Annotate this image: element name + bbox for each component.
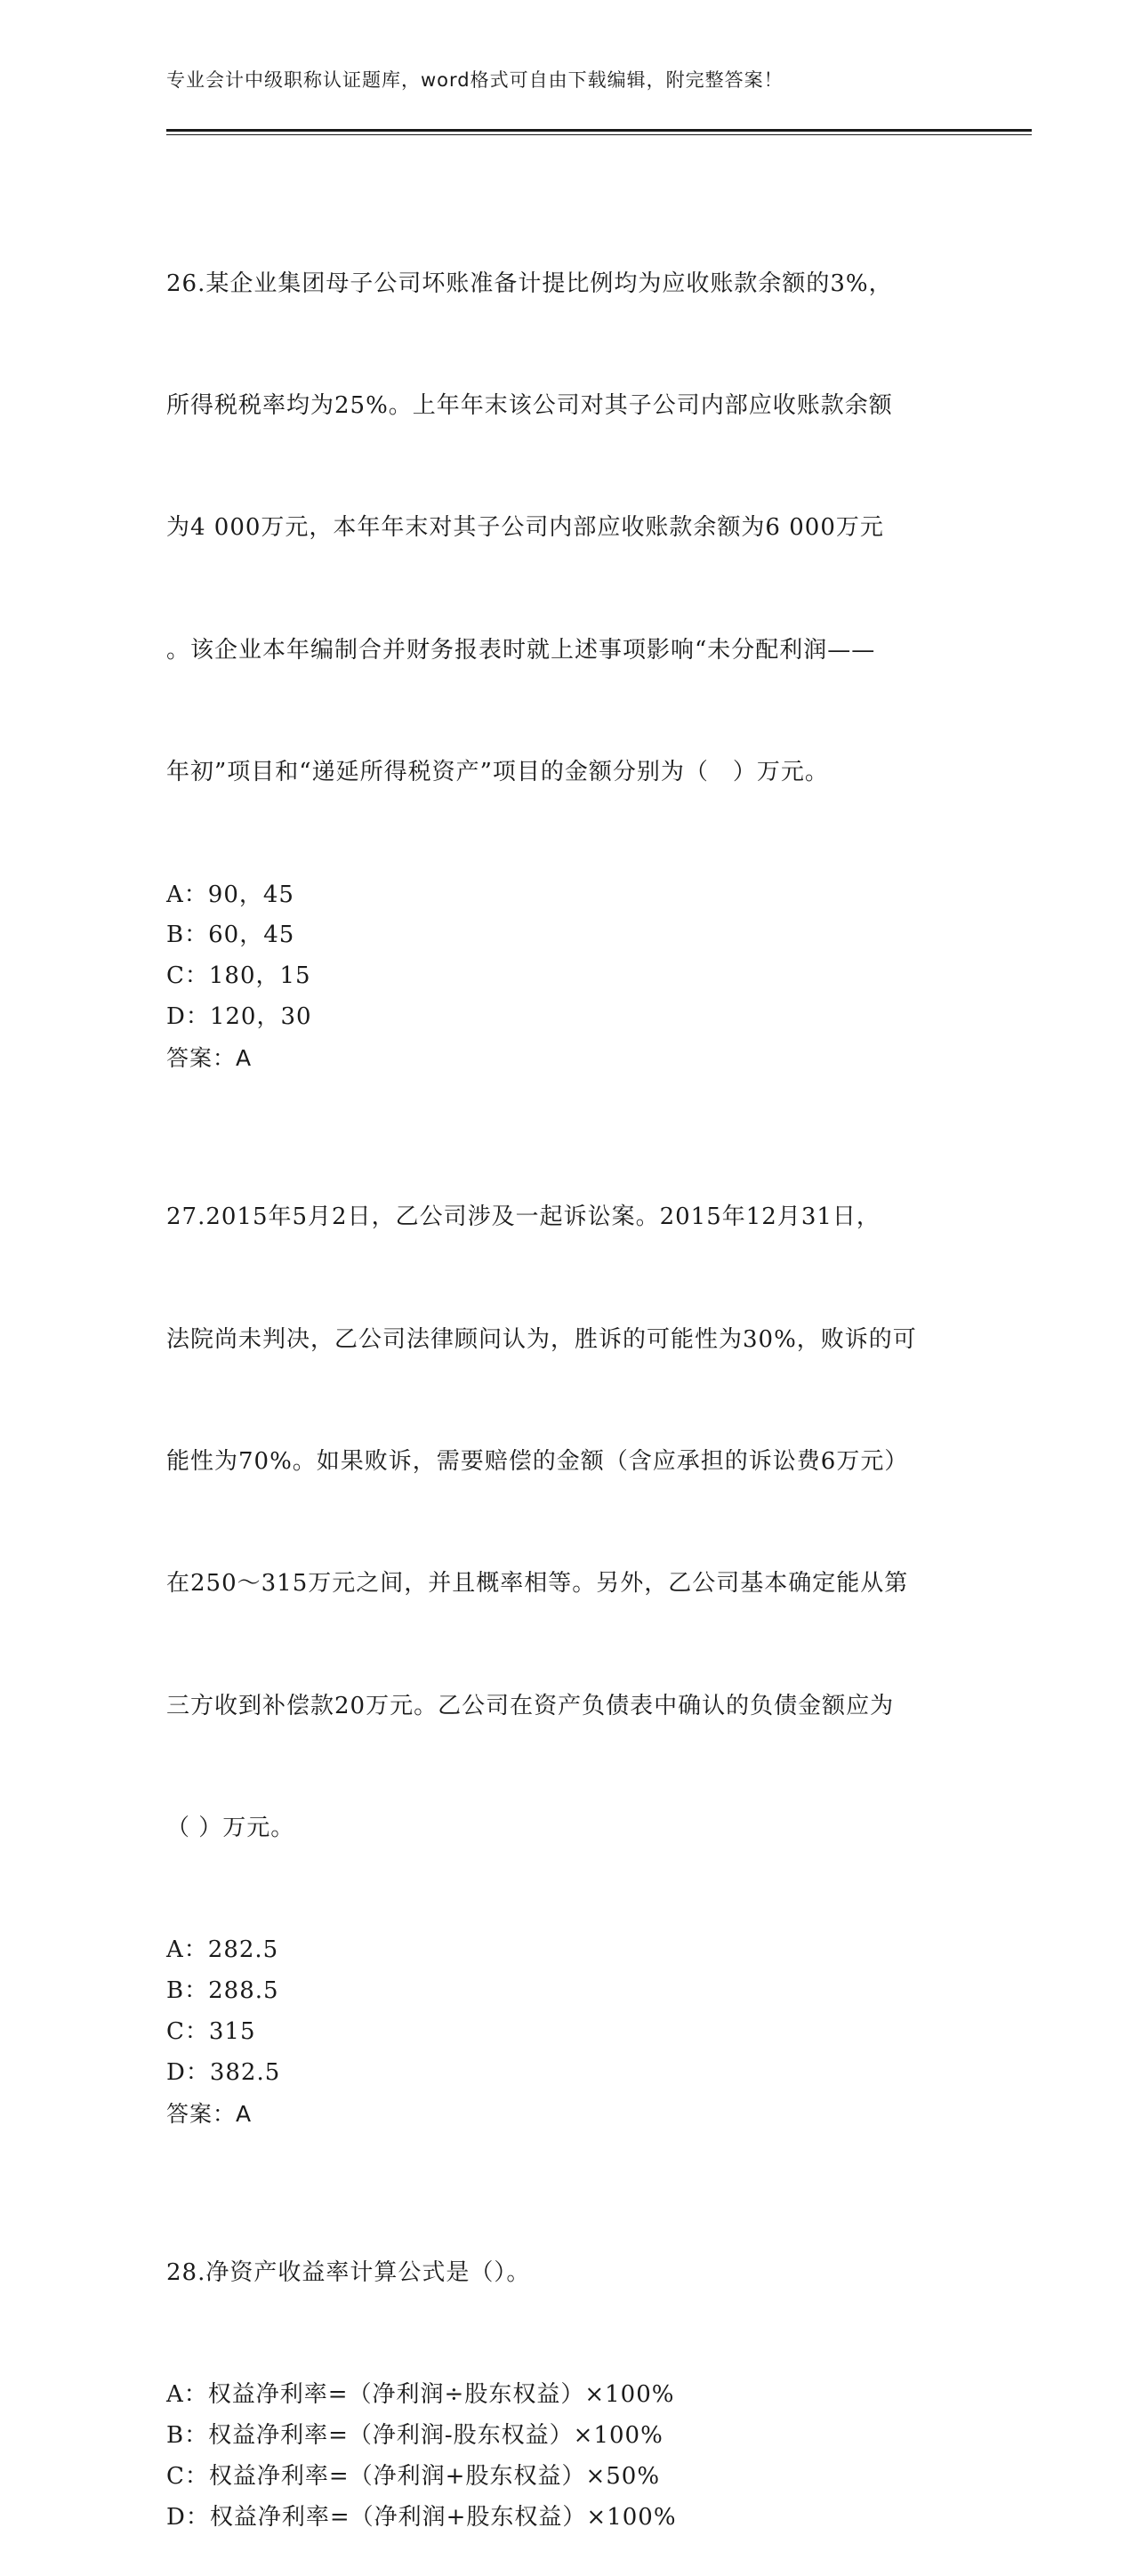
stem-line: 在250～315万元之间，并且概率相等。另外，乙公司基本确定能从第: [166, 1570, 909, 1598]
document-header: 专业会计中级职称认证题库，word格式可自由下载编辑，附完整答案！: [166, 69, 784, 91]
stem-line: 三方收到补偿款20万元。乙公司在资产负债表中确认的负债金额应为: [166, 1692, 895, 1719]
stem-line: 为4 000万元，本年年末对其子公司内部应收账款余额为6 000万元: [166, 514, 884, 542]
stem-line: （ ）万元。: [166, 1815, 295, 1842]
question-27: [166, 1116, 967, 2135]
option-c: C：180，15: [166, 962, 311, 990]
question-stem: [166, 182, 967, 875]
option-b: B：60，45: [166, 922, 295, 949]
option-c: C：315: [166, 2018, 256, 2046]
answer-label: 答案：A: [166, 1044, 253, 1071]
option-a: A：90，45: [166, 881, 294, 908]
question-stem: [166, 2171, 967, 2375]
option-d: D：权益净利率=（净利润+股东权益）×100%: [166, 2503, 677, 2531]
header-divider-thick: [166, 129, 1032, 132]
question-list: [166, 182, 967, 2576]
stem-line: 26.某企业集团母子公司坏账准备计提比例均为应收账款余额的3%，: [166, 270, 893, 297]
option-c: C：权益净利率=（净利润+股东权益）×50%: [166, 2463, 661, 2491]
option-a: A：282.5: [166, 1936, 279, 1964]
option-d: D：120，30: [166, 1002, 312, 1030]
stem-line: 28.净资产收益率计算公式是（）。: [166, 2259, 531, 2287]
question-26: [166, 182, 967, 1079]
option-a: A：权益净利率=（净利润÷股东权益）×100%: [166, 2381, 675, 2409]
stem-line: 。该企业本年编制合并财务报表时就上述事项影响“未分配利润——: [166, 636, 876, 664]
answer-label: 答案：A: [166, 2100, 253, 2127]
question-stem: [166, 1116, 967, 1931]
stem-line: 27.2015年5月2日，乙公司涉及一起诉讼案。2015年12月31日，: [166, 1203, 881, 1231]
question-28: [166, 2171, 967, 2538]
stem-line: 年初”项目和“递延所得税资产”项目的金额分别为（ ）万元。: [166, 759, 829, 786]
option-b: B：288.5: [166, 1977, 279, 2005]
stem-line: 能性为70%。如果败诉，需要赔偿的金额（含应承担的诉讼费6万元）: [166, 1447, 909, 1475]
option-b: B：权益净利率=（净利润-股东权益）×100%: [166, 2422, 664, 2450]
stem-line: 所得税税率均为25%。上年年末该公司对其子公司内部应收账款余额: [166, 391, 893, 419]
header-divider-thin: [166, 134, 1032, 135]
stem-line: 法院尚未判决，乙公司法律顾问认为，胜诉的可能性为30%，败诉的可: [166, 1325, 917, 1353]
option-d: D：382.5: [166, 2058, 281, 2086]
